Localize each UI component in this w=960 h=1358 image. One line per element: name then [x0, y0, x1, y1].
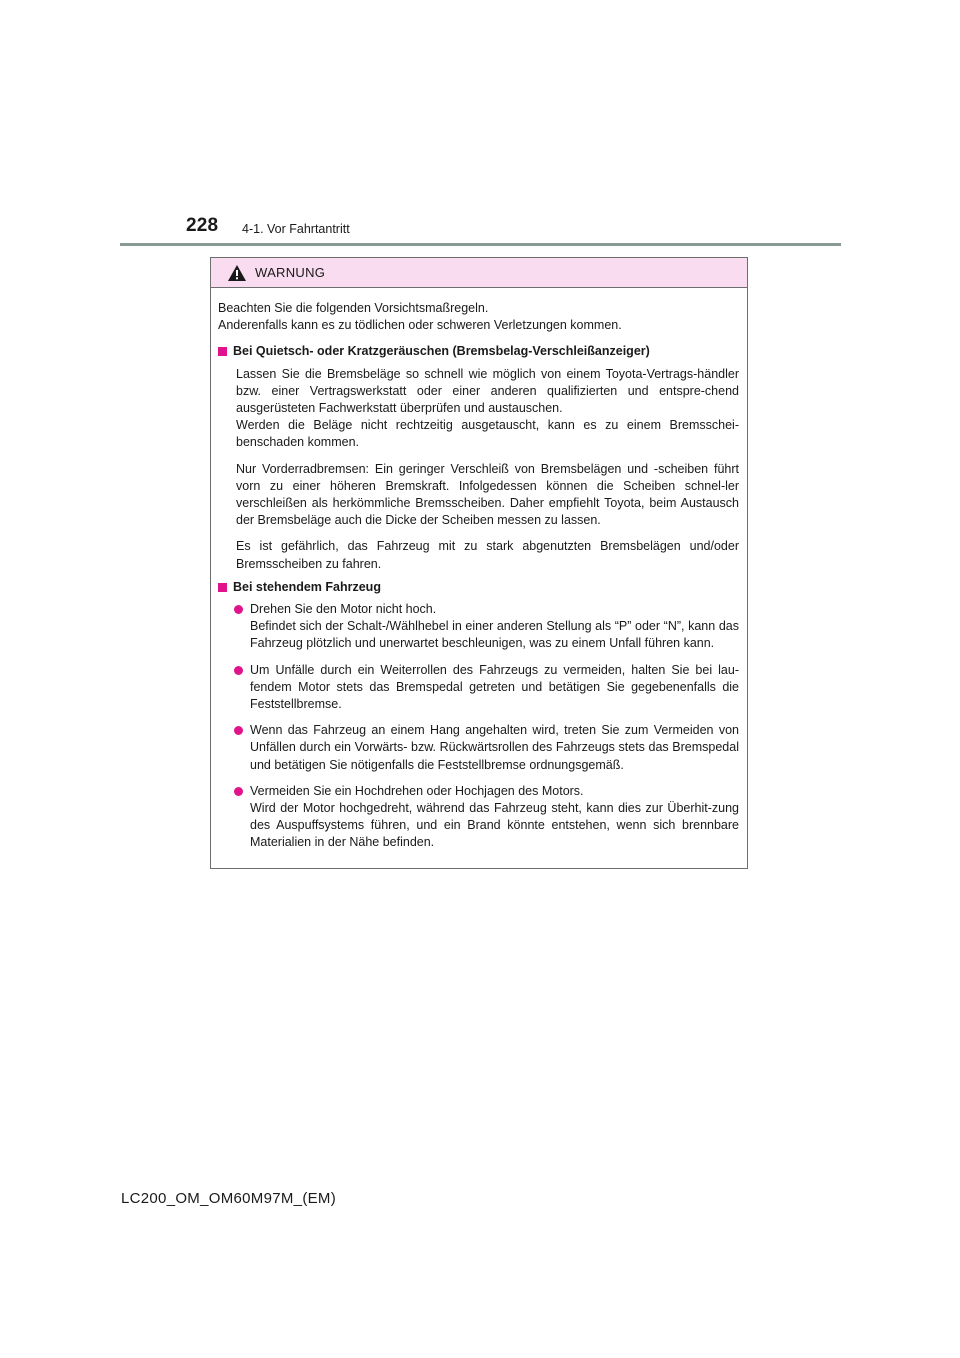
bullet-text: Um Unfälle durch ein Weiterrollen des Fahrzeugs zu vermeiden, halten Sie bei lau-fendem Motor stets das Bremspedal getreten und betätigen Sie gegebenenfalls die Feststellbremse. — [250, 662, 739, 712]
section-heading-brake-wear — [218, 343, 739, 360]
intro-line: Anderenfalls kann es zu tödlichen oder schweren Verletzungen kommen. — [218, 318, 622, 333]
warning-body — [211, 288, 747, 852]
square-bullet-icon — [218, 347, 227, 356]
warning-title: WARNUNG — [255, 265, 326, 280]
circle-bullet-icon — [234, 726, 243, 735]
circle-bullet-icon — [234, 605, 243, 614]
section-heading-stationary — [218, 579, 739, 596]
intro-line: Beachten Sie die folgenden Vorsichtsmaßregeln. — [218, 301, 489, 315]
warning-triangle-icon — [227, 264, 247, 282]
page-number: 228 — [186, 215, 219, 236]
bullet-line: Befindet sich der Schalt-/Wählhebel in einer anderen Stellung als “P” oder “N”, kann das Fahrzeug plötzlich und unerwartet beschleunigen, was zu einem Unfall führen kann. — [250, 619, 739, 651]
bullet-line: Drehen Sie den Motor nicht hoch. — [250, 602, 437, 617]
bullet-text: Wenn das Fahrzeug an einem Hang angehalten wird, treten Sie zum Vermeiden von Unfällen durch ein Vorwärts- bzw. Rückwärtsrollen des Fahrzeugs stets das Bremspedal und betätigen Sie nötigenfalls die Feststellbremse ordnungsgemäß. — [250, 723, 739, 772]
circle-bullet-icon — [234, 666, 243, 675]
list-item — [234, 783, 739, 852]
warning-box — [210, 257, 748, 869]
warning-header — [211, 258, 747, 288]
header-rule — [120, 243, 841, 246]
paragraph: Lassen Sie die Bremsbeläge so schnell wie möglich von einem Toyota-Vertrags-händler bzw. einer Vertragswerkstatt oder einer anderen qualifizierten und entspre-chend ausgerüsteten Fachwerkstatt überprüfen und austauschen. — [236, 366, 739, 416]
bullet-line: Vermeiden Sie ein Hochdrehen oder Hochjagen des Motors. — [250, 783, 584, 798]
section-title: 4-1. Vor Fahrtantritt — [242, 222, 350, 236]
list-item — [234, 722, 739, 774]
paragraph: Es ist gefährlich, das Fahrzeug mit zu stark abgenutzten Bremsbelägen und/oder Bremsscheiben zu fahren. — [236, 539, 739, 571]
list-item — [234, 601, 739, 653]
paragraph: Werden die Beläge nicht rechtzeitig ausgetauscht, kann es zu einem Bremsschei-benschaden kommen. — [236, 418, 739, 450]
section-heading-text: Bei Quietsch- oder Kratzgeräuschen (Bremsbelag-Verschleißanzeiger) — [233, 344, 650, 359]
paragraph: Nur Vorderradbremsen: Ein geringer Verschleiß von Bremsbelägen und -scheiben führt vorn zu einer höheren Bremskraft. Infolgedessen können die Scheiben schnel-ler verschleißen als herkömmliche Bremsscheiben. Daher empfiehlt Toyota, beim Austausch der Bremsbeläge auch die Dicke der Scheiben messen zu lassen. — [236, 461, 739, 528]
circle-bullet-icon — [234, 787, 243, 796]
warning-intro — [218, 300, 739, 334]
bullet-text — [250, 601, 739, 653]
bullet-list — [234, 601, 739, 852]
section-heading-text: Bei stehendem Fahrzeug — [233, 579, 381, 594]
footer-code: LC200_OM_OM60M97M_(EM) — [121, 1190, 337, 1207]
bullet-text — [250, 783, 739, 852]
list-item — [234, 662, 739, 714]
bullet-line: Wird der Motor hochgedreht, während das Fahrzeug steht, kann dies zur Überhit-zung des Auspuffsystems führen, und ein Brand könnte entstehen, wenn sich brennbare Materialien in der Nähe befinden. — [250, 801, 739, 850]
square-bullet-icon — [218, 583, 227, 592]
